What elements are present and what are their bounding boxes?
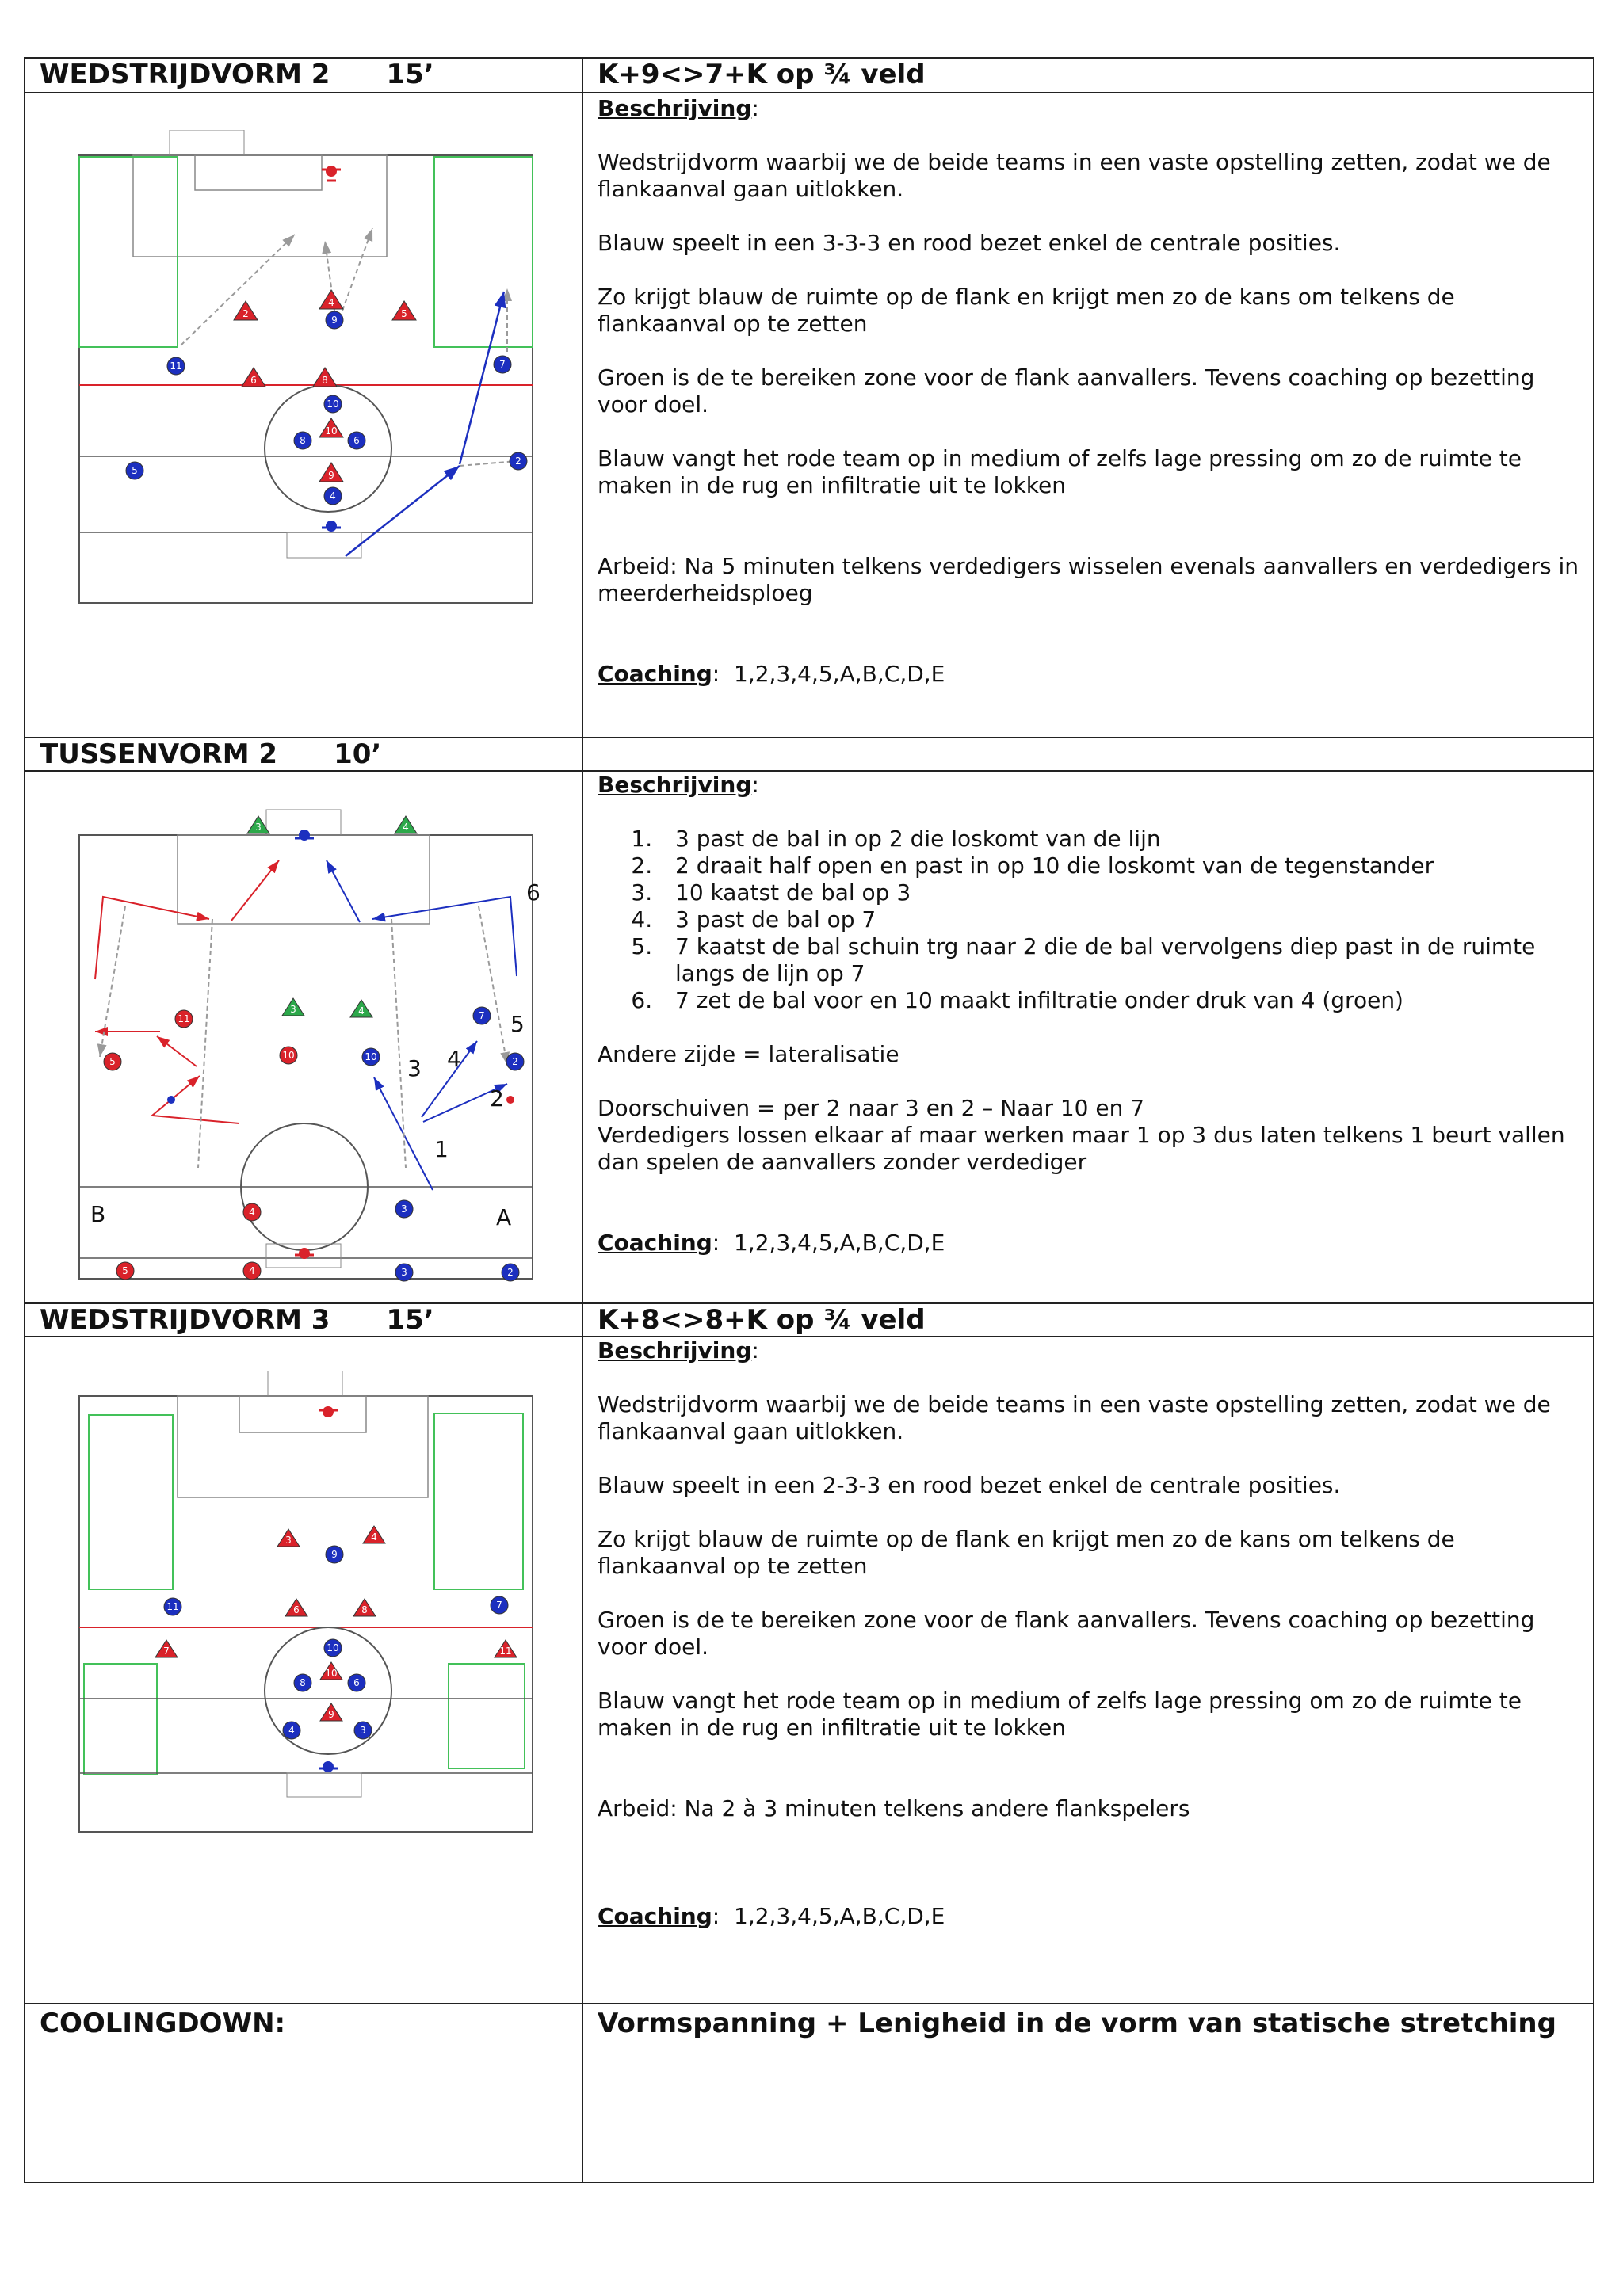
blue-player: 4 [288, 1725, 295, 1736]
red-player: 4 [371, 1531, 377, 1543]
paragraph: Andere zijde = lateralisatie [598, 1041, 899, 1067]
step-number: 4 [447, 1046, 461, 1072]
blue-player: 2 [515, 456, 521, 467]
paragraph: Arbeid: Na 2 à 3 minuten telkens andere flankspelers [598, 1795, 1190, 1821]
coaching-label: Coaching [598, 661, 712, 687]
paragraph: Blauw vangt het rode team op in medium of zelfs lage pressing om zo de ruimte te maken in de rug en infiltratie uit te lokken [598, 1688, 1522, 1741]
blue-player: 6 [353, 1677, 360, 1688]
section-subtitle: Vormspanning + Lenigheid in de vorm van statische stretching [598, 2008, 1556, 2039]
paragraph: Arbeid: Na 5 minuten telkens verdedigers wisselen evenals aanvallers en verdedigers in meerderheidsploeg [598, 553, 1579, 606]
step-item: 2. 2 draait half open en past in op 10 die loskomt van de tegenstander [659, 852, 1580, 879]
paragraph: Blauw speelt in een 2-3-3 en rood bezet enkel de centrale posities. [598, 1472, 1341, 1498]
paragraph: Verdedigers lossen elkaar af maar werken maar 1 op 3 dus laten telkens 1 beurt vallen dan spelen de aanvallers zonder verdediger [598, 1122, 1565, 1175]
red-player: 6 [250, 375, 257, 386]
step-number: 2 [490, 1085, 504, 1112]
blue-player: 7 [496, 1600, 502, 1611]
red-player: 5 [109, 1056, 116, 1067]
blue-player: 11 [166, 1601, 179, 1612]
pitch-diagram-wedstrijdvorm-2 [73, 130, 540, 677]
goal-net [170, 130, 244, 155]
green-player: 3 [290, 1004, 296, 1015]
section-title: WEDSTRIJDVORM 2 15’ [40, 59, 434, 90]
coaching-value: 1,2,3,4,5,A,B,C,D,E [734, 1903, 945, 1929]
paragraph: Zo krijgt blauw de ruimte op de flank en krijgt men zo de kans om telkens de flankaanval op te zetten [598, 1526, 1455, 1579]
blue-player: 5 [132, 465, 138, 476]
paragraph: Wedstrijdvorm waarbij we de beide teams in een vaste opstelling zetten, zodat we de flankaanval gaan uitlokken. [598, 1391, 1551, 1444]
section-title: WEDSTRIJDVORM 3 15’ [40, 1304, 434, 1336]
blue-player: 2 [512, 1056, 518, 1067]
goalkeeper-blue [322, 521, 341, 532]
step-number: 3 [407, 1055, 422, 1081]
red-player: 6 [293, 1604, 300, 1615]
blue-player: 7 [479, 1010, 485, 1021]
red-player: 9 [328, 470, 334, 481]
step-item: 3. 10 kaatst de bal op 3 [659, 879, 1580, 906]
description-label: Beschrijving [598, 1337, 752, 1363]
blue-player: 2 [507, 1267, 514, 1278]
red-player: 8 [361, 1604, 368, 1615]
green-zone-left [79, 157, 178, 347]
zone-label-a: A [496, 1204, 512, 1230]
blue-player: 9 [331, 1549, 338, 1560]
section-subtitle: K+8<>8+K op ¾ veld [598, 1304, 926, 1336]
blue-player: 8 [300, 435, 306, 446]
green-zone [449, 1664, 525, 1768]
step-item: 6. 7 zet de bal voor en 10 maakt infiltratie onder druk van 4 (groen) [659, 987, 1580, 1014]
coaching-label: Coaching [598, 1230, 712, 1256]
step-item: 5. 7 kaatst de bal schuin trg naar 2 die de bal vervolgens diep past in de ruimte langs de lijn op 7 [659, 933, 1580, 987]
description-block: Beschrijving: Wedstrijdvorm waarbij we de beide teams in een vaste opstelling zetten, zodat we de flankaanval gaan uitlokken. Blauw speelt in een 2-3-3 en rood bezet enkel de centrale posities. Zo krijgt blauw de ruimte op de flank en krijgt men zo de kans om telkens de flankaanval op te zetten Groen is de te bereiken zone voor de flank aanvallers. Tevens coaching op bezetting voor doel. Blauw vangt het rode team op in medium of zelfs lage pressing om zo de ruimte te maken in de rug en infiltratie uit te lokken Arbeid: Na 2 à 3 minuten telkens andere flankspelers Coaching: 1,2,3,4,5,A,B,C,D,E [598, 1337, 1580, 1930]
blue-player: 6 [353, 435, 360, 446]
blue-player: 3 [360, 1725, 366, 1736]
training-sheet [24, 57, 1594, 2183]
green-player: 4 [403, 822, 409, 833]
red-player: 4 [328, 297, 334, 308]
red-player: 10 [325, 425, 338, 437]
red-player: 11 [499, 1646, 512, 1657]
paragraph: Wedstrijdvorm waarbij we de beide teams in een vaste opstelling zetten, zodat we de flankaanval gaan uitlokken. [598, 149, 1551, 202]
paragraph: Doorschuiven = per 2 naar 3 en 2 – Naar 10 en 7 [598, 1095, 1145, 1121]
goalkeeper-red [319, 1406, 338, 1417]
green-zone [434, 1413, 523, 1589]
pitch-diagram-tussenvorm-2 [73, 803, 540, 1295]
description-label: Beschrijving [598, 772, 752, 798]
green-zone-right [434, 157, 533, 347]
blue-player: 9 [331, 315, 338, 326]
blue-player: 3 [401, 1267, 407, 1278]
green-player: 4 [358, 1005, 365, 1016]
pitch-diagram-wedstrijdvorm-3 [73, 1371, 540, 1846]
blue-player: 10 [327, 1642, 339, 1653]
row-divider [25, 92, 1593, 93]
red-player: 4 [249, 1265, 255, 1276]
paragraph: Blauw vangt het rode team op in medium of zelfs lage pressing om zo de ruimte te maken in de rug en infiltratie uit te lokken [598, 445, 1522, 498]
paragraph: Groen is de te bereiken zone voor de flank aanvallers. Tevens coaching op bezetting voor doel. [598, 1607, 1535, 1660]
description-label: Beschrijving [598, 95, 752, 121]
step-item: 1. 3 past de bal in op 2 die loskomt van de lijn [659, 826, 1580, 852]
blue-player: 11 [170, 360, 182, 372]
green-zone [89, 1415, 173, 1589]
zone-label-b: B [90, 1201, 106, 1227]
row-divider [25, 2003, 1593, 2004]
description-block: Beschrijving: Wedstrijdvorm waarbij we de beide teams in een vaste opstelling zetten, zodat we de flankaanval gaan uitlokken. Blauw speelt in een 3-3-3 en rood bezet enkel de centrale posities. Zo krijgt blauw de ruimte op de flank en krijgt men zo de kans om telkens de flankaanval op te zetten Groen is de te bereiken zone voor de flank aanvallers. Tevens coaching op bezetting voor doel. Blauw vangt het rode team op in medium of zelfs lage pressing om zo de ruimte te maken in de rug en infiltratie uit te lokken Arbeid: Na 5 minuten telkens verdedigers wisselen evenals aanvallers en verdedigers in meerderheidsploeg Coaching: 1,2,3,4,5,A,B,C,D,E [598, 95, 1580, 688]
blue-player: 3 [401, 1203, 407, 1215]
coaching-label: Coaching [598, 1903, 712, 1929]
red-player: 5 [401, 308, 407, 319]
coaching-value: 1,2,3,4,5,A,B,C,D,E [734, 1230, 945, 1256]
ball [167, 1096, 175, 1104]
blue-player: 10 [365, 1051, 377, 1062]
column-divider [582, 59, 583, 2182]
red-player: 3 [285, 1535, 292, 1546]
red-player: 8 [322, 375, 328, 386]
section-subtitle: K+9<>7+K op ¾ veld [598, 59, 926, 90]
red-player: 10 [282, 1050, 295, 1061]
step-item: 4. 3 past de bal op 7 [659, 906, 1580, 933]
red-player: 4 [249, 1207, 255, 1218]
step-number: 1 [434, 1136, 449, 1162]
paragraph: Blauw speelt in een 3-3-3 en rood bezet enkel de centrale posities. [598, 230, 1341, 256]
steps-list [598, 826, 1580, 1014]
ball [506, 1096, 514, 1104]
section-title: TUSSENVORM 2 10’ [40, 738, 382, 770]
step-number: 5 [510, 1011, 525, 1037]
step-number: 6 [526, 879, 540, 906]
green-zone [84, 1664, 157, 1775]
blue-player: 8 [300, 1677, 306, 1688]
goalkeeper-blue [319, 1761, 338, 1772]
coaching-value: 1,2,3,4,5,A,B,C,D,E [734, 661, 945, 687]
red-player: 9 [328, 1709, 334, 1720]
blue-player: 4 [330, 490, 336, 502]
green-player: 3 [255, 822, 262, 833]
red-player: 5 [122, 1265, 128, 1276]
red-player: 10 [325, 1668, 338, 1679]
red-player: 2 [242, 308, 249, 319]
description-block: Beschrijving: 1. 3 past de bal in op 2 die loskomt van de lijn 2. 2 draait half open en past in op 10 die loskomt van de tegenstander 3. 10 kaatst de bal op 3 4. 3 past de bal op 7 5. 7 kaatst de bal schuin trg naar 2 die de bal vervolgens diep past in de ruimte langs de lijn op 7 6. 7 zet de bal voor en 10 maakt infiltratie onder druk van 4 (groen) Andere zijde = lateralisatie Doorschuiven = per 2 naar 3 en 2 – Naar 10 en 7 Verdedigers lossen elkaar af maar werken maar 1 op 3 dus laten telkens 1 beurt vallen dan spelen de aanvallers zonder verdediger Coaching: 1,2,3,4,5,A,B,C,D,E [598, 772, 1580, 1257]
blue-player: 10 [327, 399, 339, 410]
red-player: 7 [163, 1646, 170, 1657]
paragraph: Groen is de te bereiken zone voor de flank aanvallers. Tevens coaching op bezetting voor doel. [598, 364, 1535, 418]
paragraph: Zo krijgt blauw de ruimte op de flank en krijgt men zo de kans om telkens de flankaanval op te zetten [598, 284, 1455, 337]
blue-player: 7 [499, 359, 506, 370]
goalkeeper-red [322, 166, 341, 181]
red-player: 11 [178, 1013, 190, 1024]
section-title: COOLINGDOWN: [40, 2008, 286, 2039]
goal-net [287, 532, 361, 558]
